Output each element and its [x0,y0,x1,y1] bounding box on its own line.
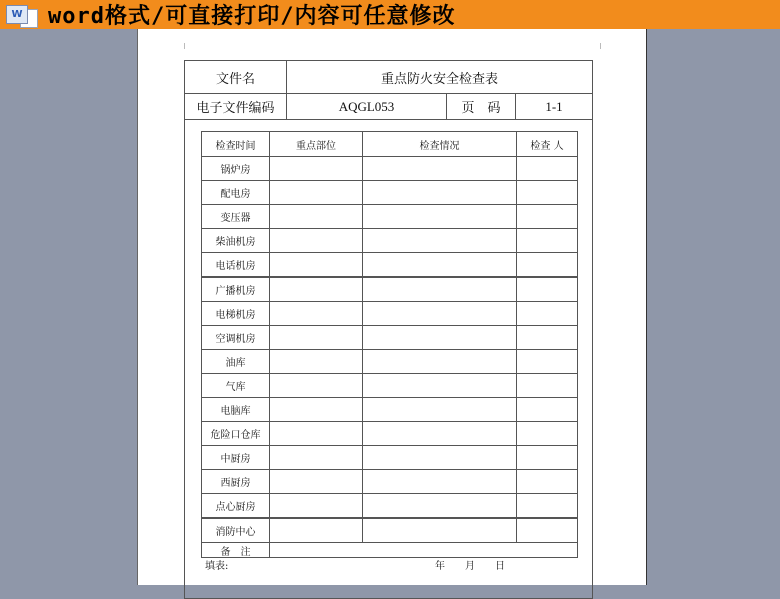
banner [0,0,780,29]
table-cell[interactable] [516,373,578,398]
table-cell[interactable] [269,397,363,422]
table-cell[interactable] [516,518,578,543]
row-label: 电脑库 [201,397,270,422]
word-document-icon: W [6,3,40,27]
table-cell[interactable] [516,228,578,253]
table-cell[interactable] [516,204,578,229]
remarks-cell[interactable] [269,542,578,558]
table-cell[interactable] [362,445,517,470]
table-cell[interactable] [269,373,363,398]
table-cell[interactable] [269,180,363,205]
page-label: 页 码 [446,93,516,120]
file-name-value: 重点防火安全检查表 [286,60,593,94]
table-cell[interactable] [516,325,578,350]
table-cell[interactable] [269,349,363,374]
table-cell[interactable] [516,156,578,181]
table-cell[interactable] [362,493,517,518]
row-label: 变压器 [201,204,270,229]
row-label: 空调机房 [201,325,270,350]
table-cell[interactable] [269,156,363,181]
table-cell[interactable] [362,325,517,350]
page-value: 1-1 [515,93,593,120]
row-label: 配电房 [201,180,270,205]
table-cell[interactable] [516,277,578,302]
table-cell[interactable] [516,421,578,446]
table-cell[interactable] [516,349,578,374]
table-cell[interactable] [362,204,517,229]
table-cell[interactable] [362,349,517,374]
table-cell[interactable] [362,252,517,277]
table-cell[interactable] [516,252,578,277]
column-header: 检查情况 [362,131,517,157]
row-label: 柴油机房 [201,228,270,253]
row-label: 点心厨房 [201,493,270,518]
date-label: 年 月 日 [435,561,505,572]
row-label: 油库 [201,349,270,374]
table-cell[interactable] [516,469,578,494]
row-label: 危险口仓库 [201,421,270,446]
table-cell[interactable] [362,228,517,253]
table-cell[interactable] [269,301,363,326]
table-cell[interactable] [362,469,517,494]
table-cell[interactable] [269,469,363,494]
code-label: 电子文件编码 [184,93,287,120]
table-cell[interactable] [269,204,363,229]
row-label: 广播机房 [201,277,270,302]
table-cell[interactable] [516,493,578,518]
table-cell[interactable] [362,421,517,446]
code-value: AQGL053 [286,93,447,120]
table-cell[interactable] [516,301,578,326]
banner-title: word格式/可直接打印/内容可任意修改 [48,4,456,29]
table-cell[interactable] [362,180,517,205]
row-label: 电话机房 [201,252,270,277]
table-cell[interactable] [362,301,517,326]
row-label: 电梯机房 [201,301,270,326]
row-label: 中厨房 [201,445,270,470]
table-cell[interactable] [362,397,517,422]
table-cell[interactable] [269,277,363,302]
row-label: 消防中心 [201,518,270,543]
table-cell[interactable] [362,518,517,543]
table-cell[interactable] [362,156,517,181]
file-name-label: 文件名 [184,60,287,94]
filler-label: 填表: [205,561,229,572]
table-cell[interactable] [516,445,578,470]
table-cell[interactable] [516,397,578,422]
column-header: 检查 人 [516,131,578,157]
row-label: 气库 [201,373,270,398]
table-cell[interactable] [269,445,363,470]
remarks-label: 备 注 [201,542,270,558]
column-header: 检查时间 [201,131,270,157]
table-cell[interactable] [269,421,363,446]
row-label: 西厨房 [201,469,270,494]
table-cell[interactable] [269,518,363,543]
column-header: 重点部位 [269,131,363,157]
table-cell[interactable] [269,228,363,253]
table-cell[interactable] [362,277,517,302]
row-label: 锅炉房 [201,156,270,181]
table-cell[interactable] [516,180,578,205]
table-cell[interactable] [269,252,363,277]
table-cell[interactable] [362,373,517,398]
table-cell[interactable] [269,493,363,518]
table-cell[interactable] [269,325,363,350]
